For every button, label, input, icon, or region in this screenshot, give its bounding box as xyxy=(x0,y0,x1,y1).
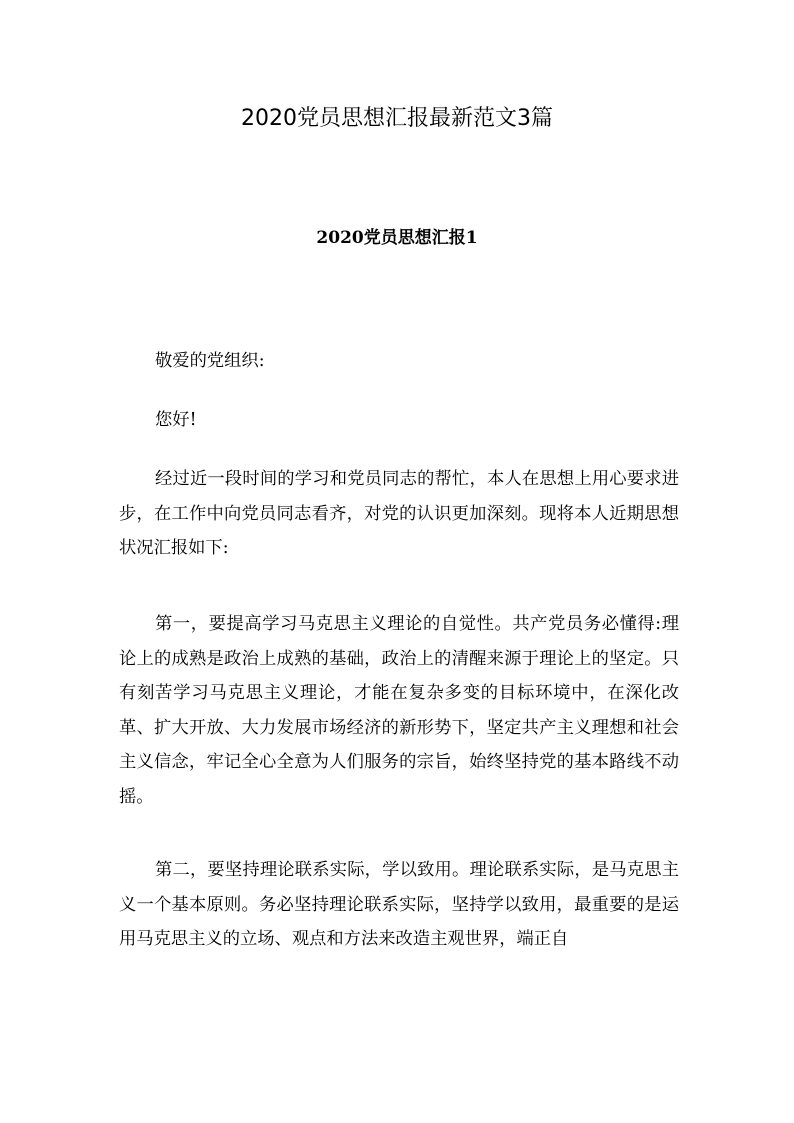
document-title: 2020党员思想汇报最新范文3篇 xyxy=(241,106,553,131)
greeting: 您好! xyxy=(155,410,197,430)
paragraph: 经过近一段时间的学习和党员同志的帮忙，本人在思想上用心要求进步，在工作中向党员同志看齐，对党的认识更加深刻。现将本人近期思想状况汇报如下: xyxy=(119,469,679,558)
section-title: 2020党员思想汇报1 xyxy=(316,228,478,248)
paragraph: 第二，要坚持理论联系实际，学以致用。理论联系实际，是马克思主义一个基本原则。务必坚持理论联系实际，坚持学以致用，最重要的是运用马克思主义的立场、观点和方法来改造主观世界，端正自 xyxy=(119,860,679,949)
paragraph: 第一，要提高学习马克思主义理论的自觉性。共产党员务必懂得:理论上的成熟是政治上成熟的基础，政治上的清醒来源于理论上的坚定。只有刻苦学习马克思主义理论，才能在复杂多变的目标环境中，在深化改革、扩大开放、大力发展市场经济的新形势下，坚定共产主义理想和社会主义信念，牢记全心全意为人们服务的宗旨，始终坚持党的基本路线不动摇。 xyxy=(119,614,679,807)
salutation: 敬爱的党组织: xyxy=(155,351,265,371)
